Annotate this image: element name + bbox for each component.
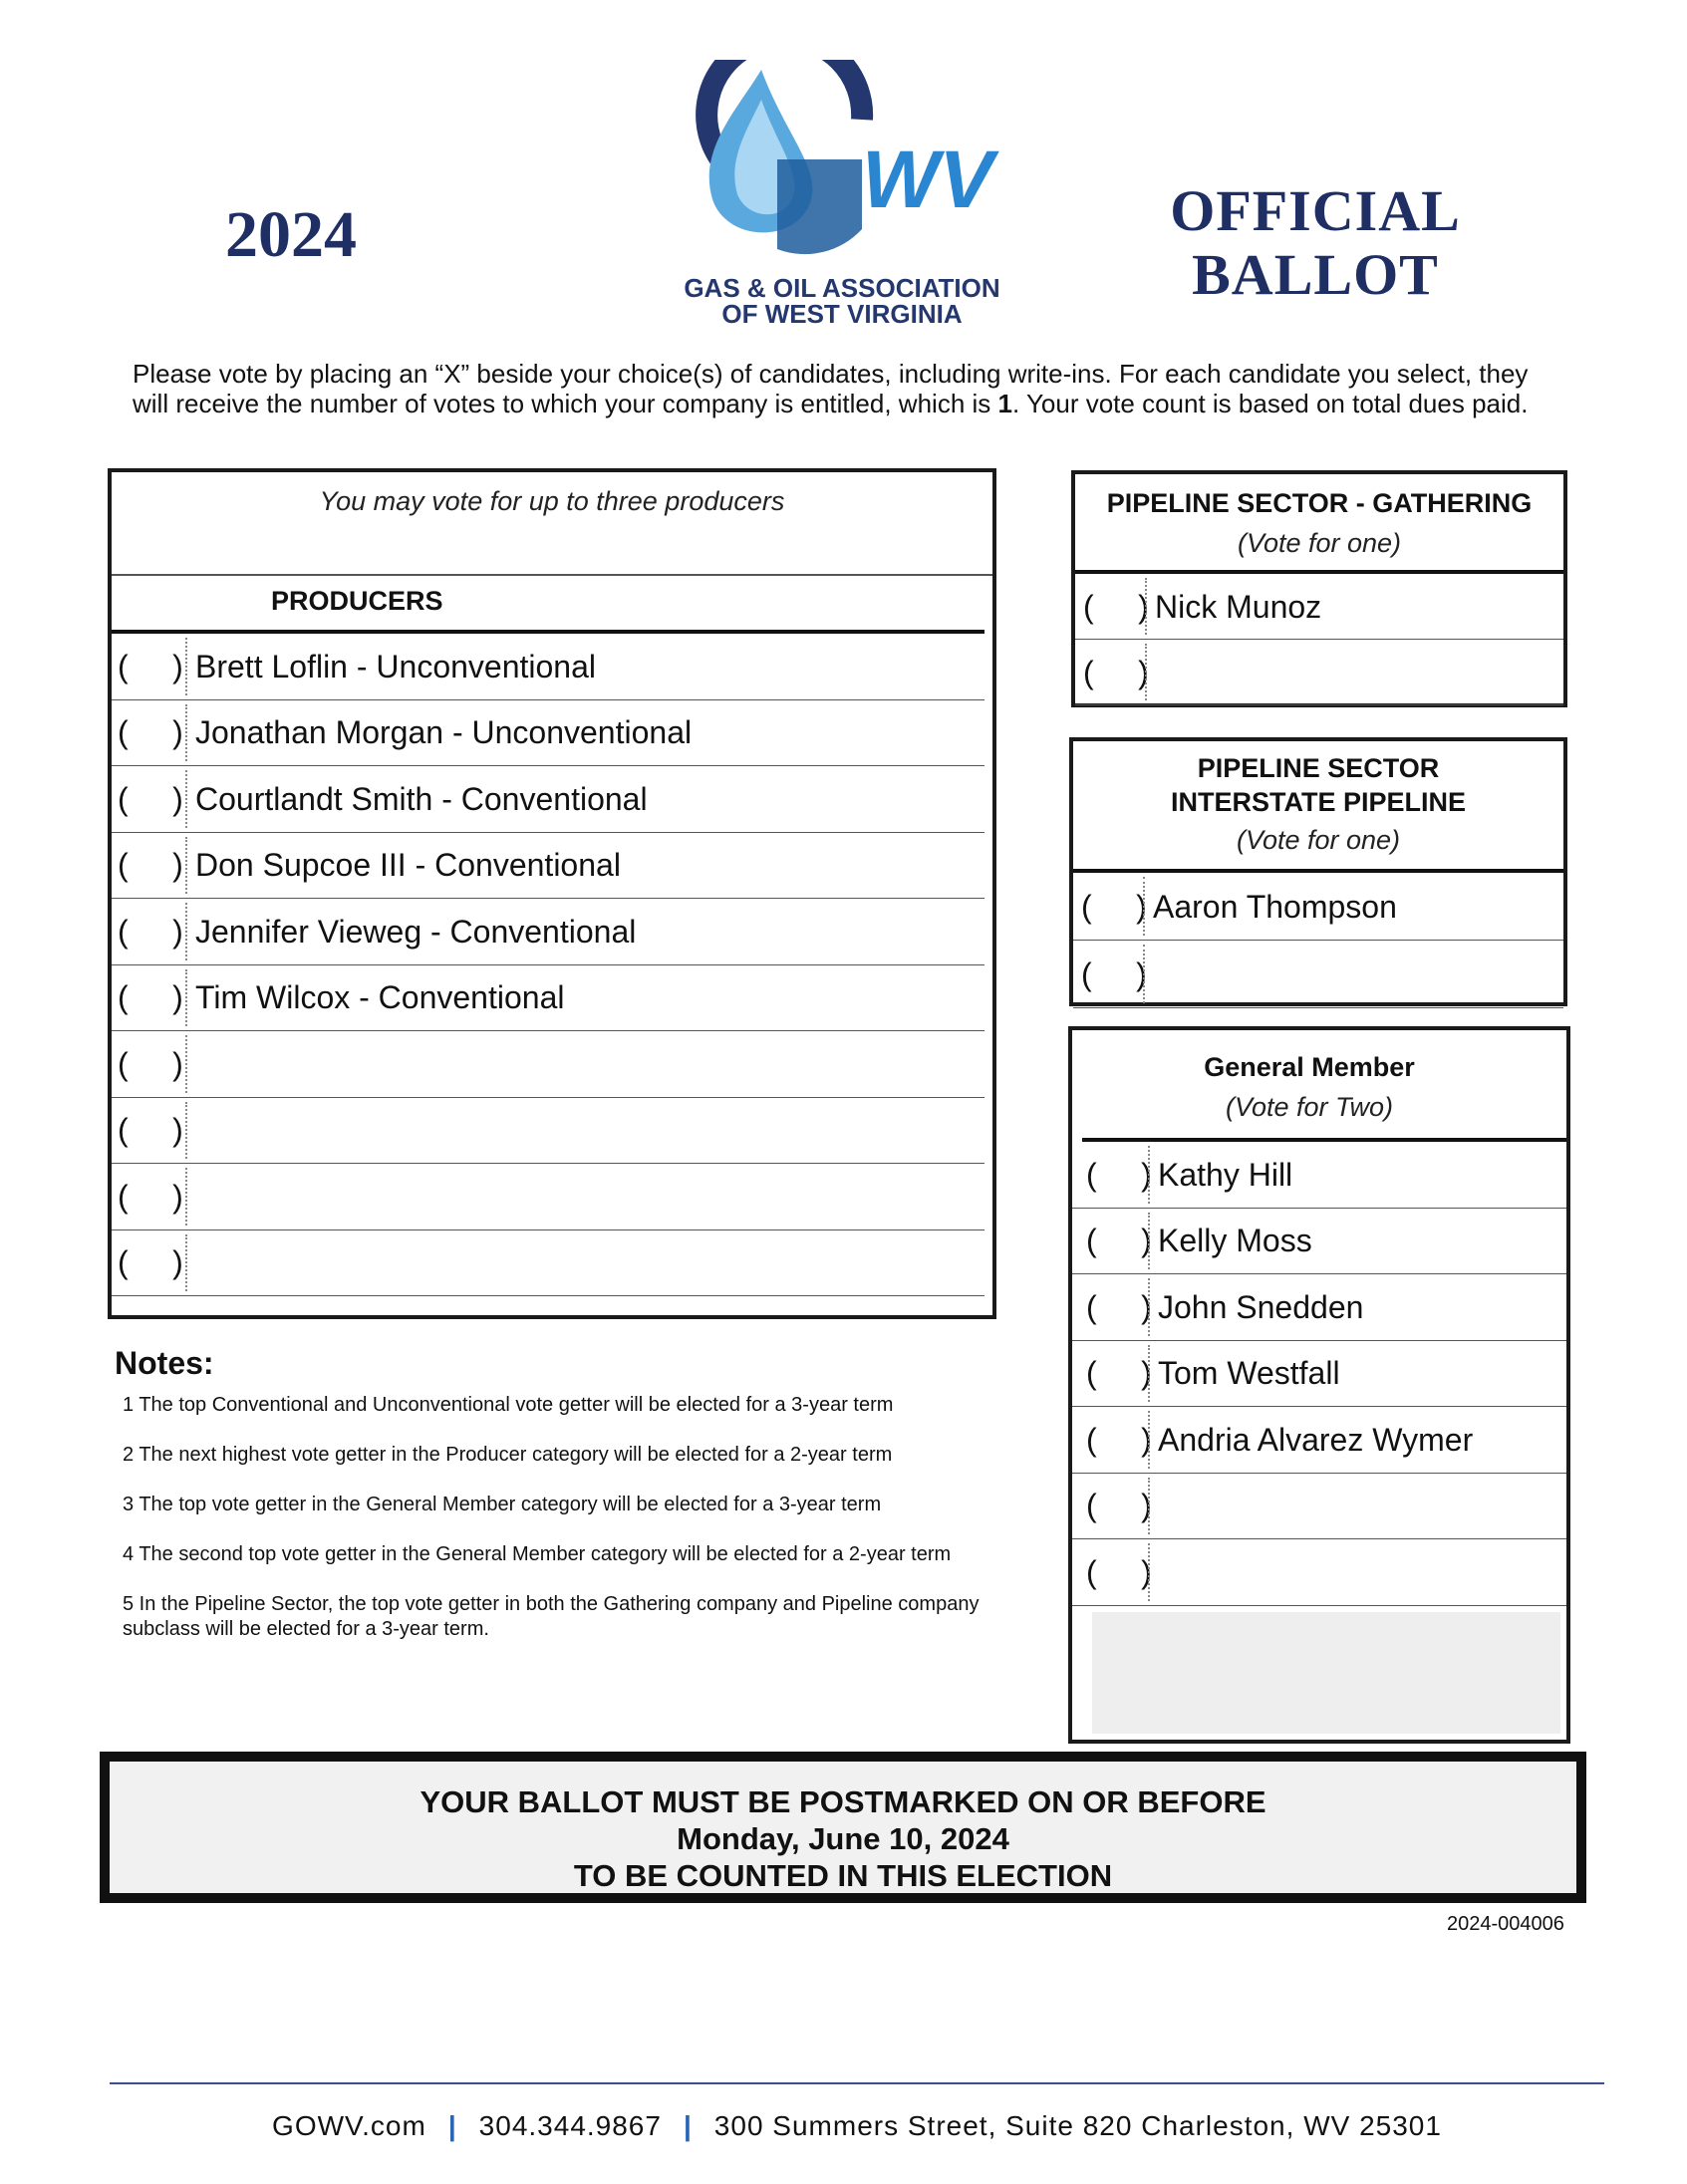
row-dotted-divider [185, 1234, 187, 1292]
candidate-name: Jennifer Vieweg - Conventional [195, 913, 637, 950]
row-dotted-divider [185, 903, 187, 960]
footer-separator: | [447, 2110, 457, 2141]
candidate-row[interactable] [112, 899, 984, 965]
candidate-name: Kelly Moss [1158, 1223, 1312, 1259]
producers-heading: PRODUCERS [271, 586, 443, 616]
candidate-row[interactable] [112, 965, 984, 1032]
vote-checkbox[interactable]: ( ) [118, 648, 183, 684]
note-item: 5 In the Pipeline Sector, the top vote getter in both the Gathering company and Pipeline company subclass will be elected for a 3-year term. [123, 1593, 980, 1640]
candidate-name: Nick Munoz [1155, 588, 1322, 625]
row-dotted-divider [1143, 877, 1145, 936]
logo-text-line2: OF WEST VIRGINIA [721, 299, 963, 329]
vote-checkbox[interactable]: ( ) [118, 847, 183, 884]
deadline-date: Monday, June 10, 2024 [677, 1821, 1009, 1856]
official-line1: OFFICIAL [1170, 178, 1461, 243]
vote-checkbox[interactable]: ( ) [118, 714, 183, 751]
general-shaded-area [1092, 1612, 1560, 1734]
deadline-line1: YOUR BALLOT MUST BE POSTMARKED ON OR BEFORE [420, 1784, 1266, 1819]
vote-checkbox[interactable]: ( ) [118, 1178, 183, 1215]
row-dotted-divider [1148, 1278, 1150, 1336]
official-ballot-title [1156, 179, 1475, 307]
candidate-name: Tom Westfall [1158, 1355, 1340, 1392]
gathering-heading: PIPELINE SECTOR - GATHERING [1106, 488, 1533, 518]
intro-text-part1: Please vote by placing an “X” beside your choice(s) of candidates, including write-ins. For each candidate you select, they will receive the number of votes to which your company is entitled, which is [133, 359, 1529, 418]
row-dotted-divider [185, 837, 187, 895]
producers-instruction: You may vote for up to three producers [319, 486, 785, 516]
row-dotted-divider [185, 704, 187, 762]
candidate-row[interactable] [1072, 1341, 1566, 1408]
candidate-name: Kathy Hill [1158, 1156, 1293, 1193]
gathering-box [1071, 470, 1567, 707]
row-dotted-divider [185, 638, 187, 695]
ballot-year: 2024 [225, 198, 357, 271]
candidate-row[interactable] [112, 1031, 984, 1098]
footer-phone: 304.344.9867 [478, 2110, 662, 2141]
candidate-row[interactable] [1072, 1539, 1566, 1606]
interstate-heading-line2: INTERSTATE PIPELINE [1170, 787, 1467, 817]
row-dotted-divider [185, 770, 187, 828]
candidate-row[interactable] [112, 1098, 984, 1165]
general-member-box [1068, 1026, 1570, 1744]
candidate-name: Jonathan Morgan - Unconventional [195, 714, 693, 751]
row-dotted-divider [185, 969, 187, 1027]
candidate-row[interactable] [1073, 941, 1563, 1008]
row-dotted-divider [1148, 1411, 1150, 1469]
row-dotted-divider [185, 1102, 187, 1160]
logo-text-line1: GAS & OIL ASSOCIATION [684, 273, 1000, 303]
candidate-name: Brett Loflin - Unconventional [195, 648, 596, 684]
gathering-instruction: (Vote for one) [1237, 528, 1402, 558]
row-dotted-divider [1148, 1146, 1150, 1204]
producers-box [108, 468, 996, 1319]
row-dotted-divider [185, 1168, 187, 1226]
vote-checkbox[interactable]: ( ) [1086, 1488, 1152, 1524]
candidate-row[interactable] [112, 1164, 984, 1230]
candidate-row[interactable] [112, 766, 984, 833]
note-item: 4 The second top vote getter in the General Member category will be elected for a 2-year term [123, 1543, 952, 1565]
vote-checkbox[interactable]: ( ) [118, 913, 183, 950]
intro-text-part2: . Your vote count is based on total dues paid. [1011, 389, 1529, 418]
candidate-row[interactable] [1075, 640, 1563, 705]
general-heading: General Member [1204, 1052, 1415, 1082]
vote-checkbox[interactable]: ( ) [1083, 654, 1149, 690]
vote-checkbox[interactable]: ( ) [1081, 888, 1147, 925]
vote-checkbox[interactable]: ( ) [1086, 1553, 1152, 1590]
gowv-logo-graphic [658, 60, 1026, 329]
candidate-row[interactable] [1072, 1142, 1566, 1209]
vote-checkbox[interactable]: ( ) [1086, 1156, 1152, 1193]
candidate-row[interactable] [1072, 1274, 1566, 1341]
candidate-row[interactable] [1073, 873, 1563, 941]
interstate-instruction: (Vote for one) [1236, 825, 1401, 855]
candidate-name: Andria Alvarez Wymer [1158, 1421, 1474, 1458]
vote-checkbox[interactable]: ( ) [1086, 1288, 1152, 1325]
candidate-name: Courtlandt Smith - Conventional [195, 780, 648, 817]
candidate-row[interactable] [112, 700, 984, 767]
row-dotted-divider [1148, 1543, 1150, 1601]
candidate-row[interactable] [1075, 574, 1563, 640]
candidate-row[interactable] [112, 1230, 984, 1297]
footer-address: 300 Summers Street, Suite 820 Charleston, WV 25301 [713, 2110, 1442, 2141]
candidate-row[interactable] [112, 634, 984, 700]
interstate-heading-line1: PIPELINE SECTOR [1197, 753, 1440, 783]
vote-checkbox[interactable]: ( ) [1086, 1355, 1152, 1392]
footer-divider [110, 2082, 1604, 2084]
producers-divider [112, 574, 992, 576]
vote-checkbox[interactable]: ( ) [118, 1045, 183, 1082]
interstate-box [1069, 737, 1567, 1006]
candidate-name: Aaron Thompson [1153, 888, 1397, 925]
vote-checkbox[interactable]: ( ) [118, 1112, 183, 1149]
candidate-name: John Snedden [1158, 1288, 1364, 1325]
vote-checkbox[interactable]: ( ) [118, 1244, 183, 1281]
gowv-logo [658, 60, 1026, 329]
ballot-id: 2024-004006 [1447, 1913, 1564, 1935]
candidate-name: Tim Wilcox - Conventional [195, 979, 565, 1016]
notes-title: Notes: [115, 1345, 214, 1381]
vote-checkbox[interactable]: ( ) [1086, 1421, 1152, 1458]
candidate-row[interactable] [1072, 1209, 1566, 1275]
candidate-row[interactable] [1072, 1407, 1566, 1474]
footer-separator: | [683, 2110, 693, 2141]
row-dotted-divider [185, 1035, 187, 1093]
voting-instructions [133, 359, 1567, 418]
row-dotted-divider [1148, 1478, 1150, 1535]
vote-checkbox[interactable]: ( ) [118, 979, 183, 1016]
vote-checkbox[interactable]: ( ) [1081, 956, 1147, 992]
note-item: 2 The next highest vote getter in the Producer category will be elected for a 2-year term [123, 1444, 893, 1466]
row-dotted-divider [1145, 578, 1147, 635]
row-dotted-divider [1143, 945, 1145, 1003]
footer-contact [110, 2110, 1604, 2142]
general-instruction: (Vote for Two) [1225, 1092, 1394, 1122]
note-item: 3 The top vote getter in the General Member category will be elected for a 3-year term [123, 1494, 882, 1515]
logo-wv-letters: WV [862, 135, 994, 225]
row-dotted-divider [1148, 1345, 1150, 1403]
vote-checkbox[interactable]: ( ) [1083, 588, 1149, 625]
row-dotted-divider [1145, 644, 1147, 700]
official-line2: BALLOT [1192, 242, 1439, 307]
vote-count: 1 [997, 389, 1012, 418]
vote-checkbox[interactable]: ( ) [118, 780, 183, 817]
candidate-name: Don Supcoe III - Conventional [195, 847, 621, 884]
footer-website[interactable]: GOWV.com [272, 2110, 426, 2141]
note-item: 1 The top Conventional and Unconventional vote getter will be elected for a 3-year term [123, 1394, 894, 1416]
deadline-line3: TO BE COUNTED IN THIS ELECTION [573, 1858, 1113, 1893]
candidate-row[interactable] [112, 833, 984, 900]
row-dotted-divider [1148, 1213, 1150, 1270]
postmark-deadline-banner [100, 1752, 1586, 1903]
vote-checkbox[interactable]: ( ) [1086, 1223, 1152, 1259]
candidate-row[interactable] [1072, 1474, 1566, 1540]
